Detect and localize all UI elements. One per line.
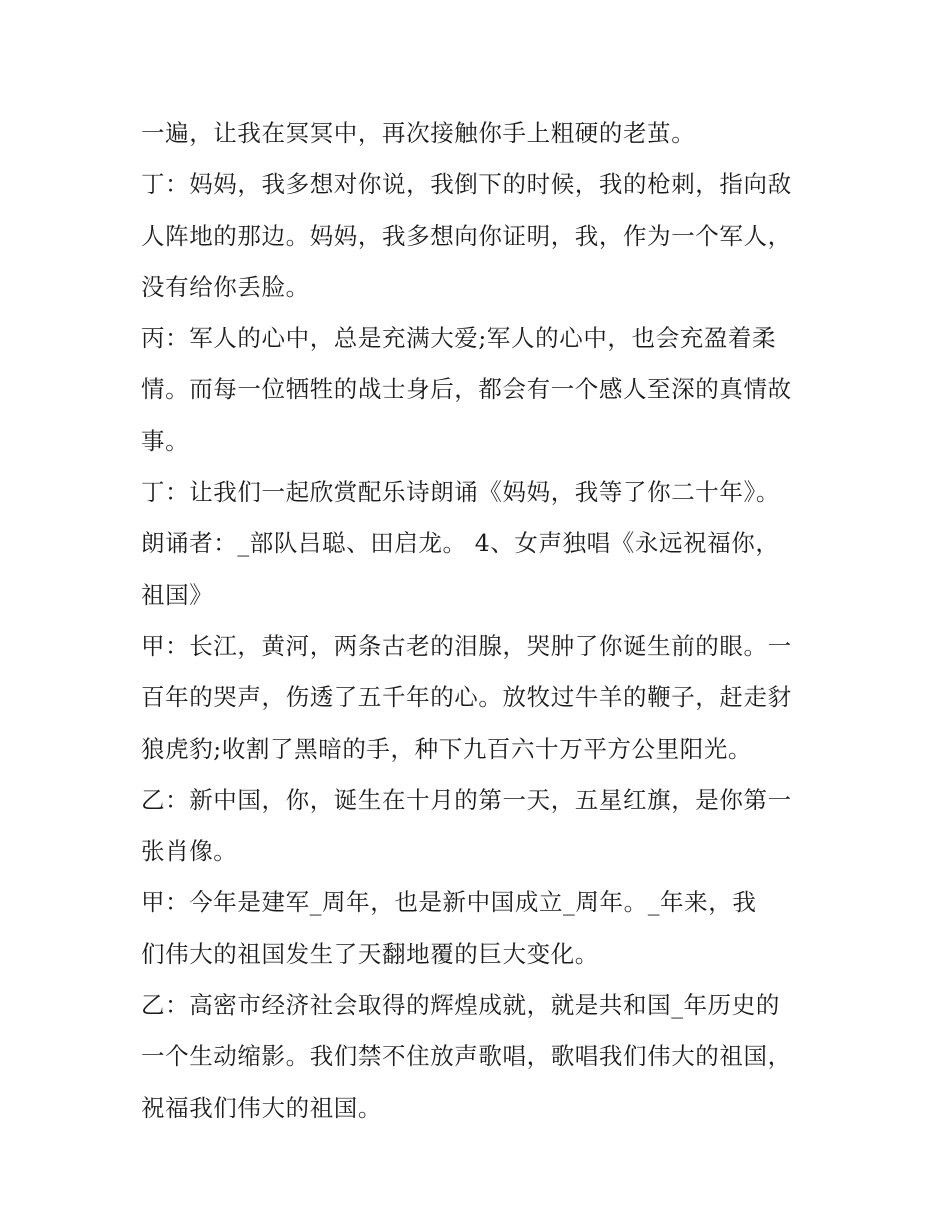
text-line: 人阵地的那边。妈妈，我多想向你证明，我，作为一个军人，: [141, 221, 792, 250]
text-line: 甲：今年是建军_周年，也是新中国成立_周年。_年来，我: [141, 888, 757, 917]
text-line: 一个生动缩影。我们禁不住放声歌唱，歌唱我们伟大的祖国，: [141, 1042, 792, 1071]
text-line: 乙：高密市经济社会取得的辉煌成就，就是共和国_年历史的: [141, 991, 780, 1020]
document-body: [141, 108, 821, 1134]
text-line: 情。而每一位牺牲的战士身后，都会有一个感人至深的真情故: [141, 375, 792, 404]
text-line: 们伟大的祖国发生了天翻地覆的巨大变化。: [141, 939, 599, 968]
text-line: 事。: [141, 426, 190, 455]
text-line: 丙：军人的心中，总是充满大爱;军人的心中，也会充盈着柔: [141, 324, 777, 353]
text-line: 丁：让我们一起欣赏配乐诗朗诵《妈妈，我等了你二十年》。: [141, 478, 780, 507]
text-line: 狼虎豹;收割了黑暗的手，种下九百六十万平方公里阳光。: [141, 734, 753, 763]
text-line: 张肖像。: [141, 837, 238, 866]
text-line: 一遍，让我在冥冥中，再次接触你手上粗硬的老茧。: [141, 119, 696, 147]
text-line: 丁：妈妈，我多想对你说，我倒下的时候，我的枪刺，指向敌: [141, 170, 792, 199]
text-line: 祖国》: [141, 580, 214, 609]
text-line: 朗诵者：_部队吕聪、田启龙。 4、女声独唱《永远祝福你，: [141, 529, 780, 558]
text-line: 百年的哭声，伤透了五千年的心。放牧过牛羊的鞭子，赶走豺: [141, 683, 792, 712]
text-line: 没有给你丢脸。: [141, 272, 310, 301]
text-line: 乙：新中国，你，诞生在十月的第一天，五星红旗，是你第一: [141, 785, 792, 814]
text-line: 祝福我们伟大的祖国。: [141, 1093, 382, 1122]
text-line: 甲：长江，黄河，两条古老的泪腺，哭肿了你诞生前的眼。一: [141, 631, 792, 660]
